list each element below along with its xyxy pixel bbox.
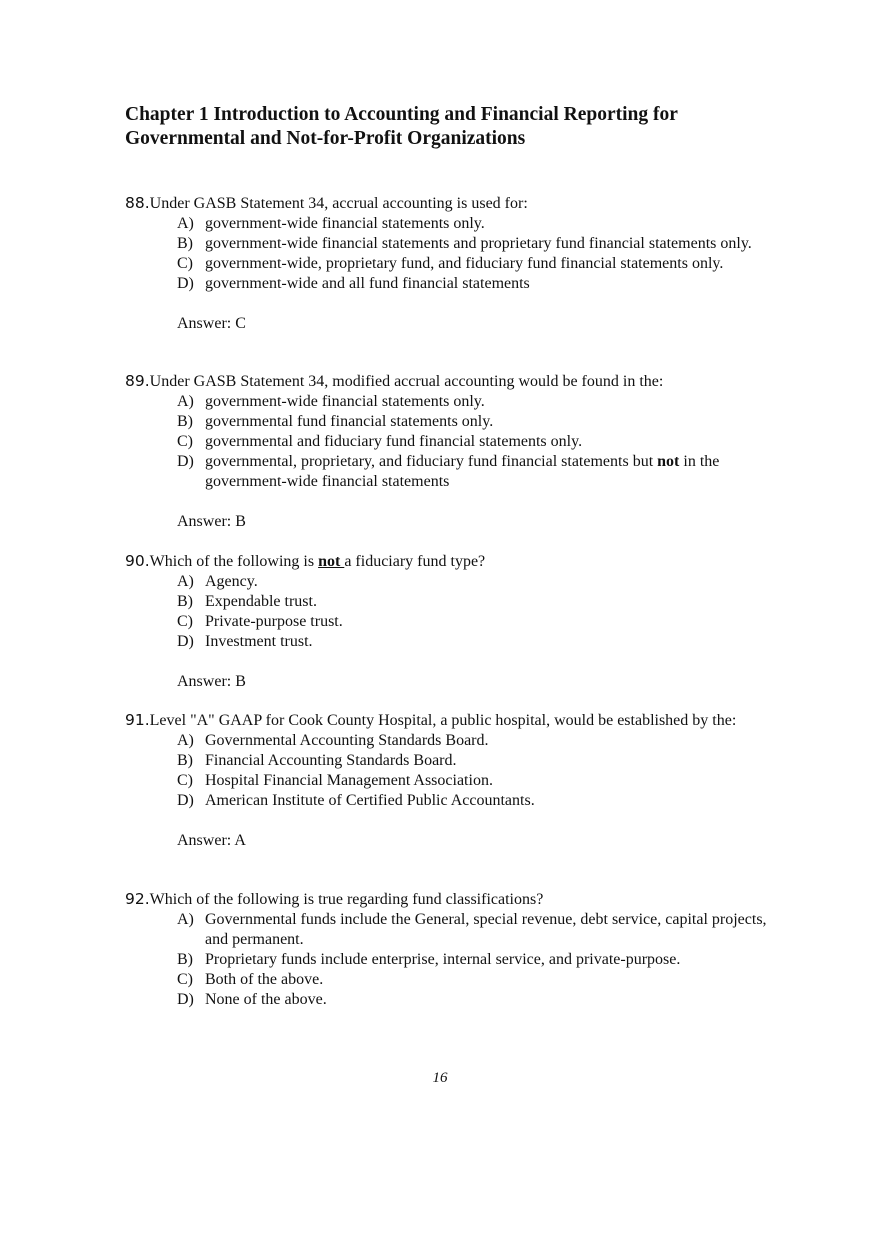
- option-text: Hospital Financial Management Association.: [205, 772, 493, 789]
- option-d: [125, 632, 775, 652]
- option-letter: D): [177, 453, 194, 470]
- question-number: 89.: [125, 372, 150, 390]
- option-letter: B): [177, 413, 193, 430]
- question-number: 88.: [125, 194, 150, 212]
- question-text: Level "A" GAAP for Cook County Hospital, a public hospital, would be established by the:: [149, 712, 737, 729]
- option-letter: B): [177, 752, 193, 769]
- option-letter: D): [177, 275, 194, 292]
- option-c: [125, 612, 775, 632]
- question-89: [125, 371, 775, 532]
- question-stem: [125, 551, 775, 572]
- option-d: [125, 791, 775, 811]
- emphasis-not: not: [657, 453, 680, 470]
- option-letter: B): [177, 235, 193, 252]
- option-letter: D): [177, 792, 194, 809]
- question-text-before: Which of the following is: [149, 553, 319, 570]
- answer-options: [125, 214, 775, 294]
- option-text: government-wide, proprietary fund, and fiduciary fund financial statements only.: [205, 255, 724, 272]
- option-a: [125, 214, 775, 234]
- option-letter: A): [177, 393, 194, 410]
- question-text: Under GASB Statement 34, modified accrual accounting would be found in the:: [149, 373, 664, 390]
- option-c: [125, 970, 775, 990]
- page-number: 16: [432, 1070, 448, 1086]
- question-90: [125, 551, 775, 692]
- option-text: Investment trust.: [205, 633, 313, 650]
- option-letter: C): [177, 255, 193, 272]
- option-a: [125, 910, 775, 950]
- option-b: [125, 412, 775, 432]
- option-letter: C): [177, 433, 193, 450]
- question-text-after: a fiduciary fund type?: [344, 553, 486, 570]
- option-text: American Institute of Certified Public Accountants.: [205, 792, 535, 809]
- option-text-before: governmental, proprietary, and fiduciary fund financial statements but: [205, 453, 658, 470]
- option-a: [125, 731, 775, 751]
- option-letter: C): [177, 772, 193, 789]
- option-b: [125, 751, 775, 771]
- option-text: government-wide financial statements only.: [205, 215, 485, 232]
- option-text: Expendable trust.: [205, 593, 317, 610]
- answer-options: [125, 392, 775, 492]
- option-d: [125, 274, 775, 294]
- option-letter: A): [177, 911, 194, 928]
- option-text: Proprietary funds include enterprise, internal service, and private-purpose.: [205, 951, 681, 968]
- option-letter: C): [177, 613, 193, 630]
- option-text: government-wide and all fund financial statements: [205, 275, 530, 292]
- option-text: government-wide financial statements only.: [205, 393, 485, 410]
- question-stem: [125, 193, 775, 214]
- option-text: Private-purpose trust.: [205, 613, 343, 630]
- question-stem: [125, 710, 775, 731]
- option-letter: B): [177, 593, 193, 610]
- option-a: [125, 392, 775, 412]
- question-number: 91.: [125, 711, 150, 729]
- answer-key: Answer: A: [177, 832, 246, 849]
- option-text: Governmental Accounting Standards Board.: [205, 732, 489, 749]
- option-c: [125, 432, 775, 452]
- question-92: [125, 889, 775, 1010]
- option-text: None of the above.: [205, 991, 327, 1008]
- question-stem: [125, 371, 775, 392]
- question-number: 90.: [125, 552, 150, 570]
- answer-key: Answer: B: [177, 513, 246, 530]
- option-text: Financial Accounting Standards Board.: [205, 752, 457, 769]
- option-text: governmental and fiduciary fund financial statements only.: [205, 433, 583, 450]
- option-c: [125, 771, 775, 791]
- answer-key: Answer: C: [177, 315, 246, 332]
- option-letter: B): [177, 951, 193, 968]
- question-88: [125, 193, 775, 334]
- option-text: Agency.: [205, 573, 258, 590]
- option-letter: D): [177, 633, 194, 650]
- option-letter: A): [177, 732, 194, 749]
- option-text: Governmental funds include the General, special revenue, debt service, capital projects, and permanent.: [205, 911, 767, 948]
- question-stem: [125, 889, 775, 910]
- option-letter: D): [177, 991, 194, 1008]
- question-text: Under GASB Statement 34, accrual accounting is used for:: [149, 195, 528, 212]
- option-text: government-wide financial statements and proprietary fund financial statements only.: [205, 235, 752, 252]
- answer-key: Answer: B: [177, 673, 246, 690]
- option-letter: A): [177, 573, 194, 590]
- emphasis-not: not: [318, 553, 345, 570]
- answer-options: [125, 731, 775, 811]
- option-text: Both of the above.: [205, 971, 324, 988]
- answer-options: [125, 910, 775, 1010]
- option-d: [125, 990, 775, 1010]
- option-text-after: in the government-wide financial statements: [205, 453, 720, 490]
- option-letter: C): [177, 971, 193, 988]
- option-letter: A): [177, 215, 194, 232]
- question-91: [125, 710, 775, 851]
- answer-options: [125, 572, 775, 652]
- option-b: [125, 950, 775, 970]
- option-d: [125, 452, 775, 492]
- option-text: governmental fund financial statements only.: [205, 413, 494, 430]
- chapter-title: Chapter 1 Introduction to Accounting and Financial Reporting for Governmental and Not-for-Profit Organizations: [125, 104, 678, 149]
- option-a: [125, 572, 775, 592]
- option-b: [125, 234, 775, 254]
- question-number: 92.: [125, 890, 150, 908]
- option-b: [125, 592, 775, 612]
- option-c: [125, 254, 775, 274]
- question-text: Which of the following is true regarding fund classifications?: [149, 891, 544, 908]
